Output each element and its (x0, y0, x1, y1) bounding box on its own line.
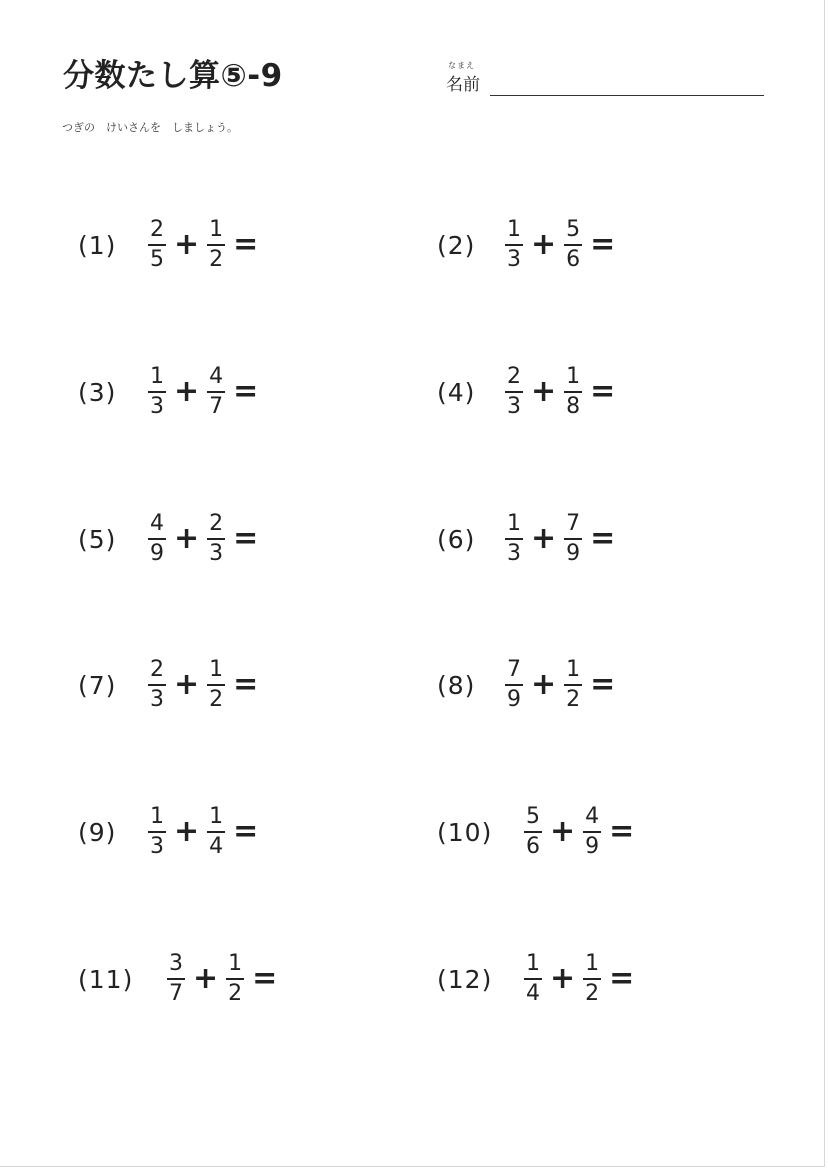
fraction-b (207, 659, 225, 711)
denominator: 3 (507, 394, 521, 419)
equals-sign: = (609, 814, 635, 849)
denominator: 3 (150, 394, 164, 419)
numerator: 4 (209, 364, 224, 389)
problem-11 (78, 949, 277, 1009)
fraction-bar (524, 831, 542, 833)
problem-number: (6) (437, 524, 476, 554)
denominator: 9 (585, 834, 600, 859)
fraction-a (148, 806, 166, 858)
plus-sign: + (550, 961, 576, 996)
fraction-bar (505, 684, 523, 686)
denominator: 2 (228, 981, 243, 1006)
fraction-a (524, 806, 542, 858)
problem-1 (78, 215, 258, 275)
numerator: 7 (507, 657, 521, 682)
fraction-bar (564, 684, 582, 686)
fraction-bar (564, 538, 582, 540)
fraction-b (207, 366, 225, 418)
problem-6 (437, 509, 615, 569)
fraction-a (148, 366, 166, 418)
problem-number: (12) (437, 964, 493, 994)
fraction-bar (148, 391, 166, 393)
name-ruby: なまえ (448, 61, 475, 70)
problem-number: (11) (78, 964, 134, 994)
denominator: 8 (566, 394, 581, 419)
fraction-bar (583, 978, 601, 980)
numerator: 1 (209, 657, 224, 682)
numerator: 1 (228, 951, 243, 976)
fraction-bar (207, 391, 225, 393)
fraction-bar (148, 538, 166, 540)
problem-4 (437, 362, 615, 422)
fraction-bar (207, 244, 225, 246)
plus-sign: + (531, 227, 557, 262)
equals-sign: = (590, 374, 616, 409)
denominator: 6 (566, 247, 581, 272)
denominator: 4 (526, 981, 540, 1006)
fraction-bar (505, 538, 523, 540)
fraction-b (564, 513, 582, 565)
problem-number: (1) (78, 230, 117, 260)
fraction-b (207, 219, 225, 271)
numerator: 5 (566, 217, 581, 242)
fraction-bar (564, 391, 582, 393)
numerator: 1 (566, 657, 581, 682)
fraction-a (167, 953, 185, 1005)
fraction-a (148, 219, 166, 271)
fraction-a (148, 659, 166, 711)
fraction-bar (148, 244, 166, 246)
fraction-b (583, 953, 601, 1005)
problem-number: (2) (437, 230, 476, 260)
numerator: 4 (585, 804, 600, 829)
problem-3 (78, 362, 258, 422)
fraction-bar (148, 831, 166, 833)
plus-sign: + (531, 374, 557, 409)
equals-sign: = (233, 374, 259, 409)
numerator: 1 (507, 511, 521, 536)
fraction-b (207, 513, 225, 565)
denominator: 5 (150, 247, 164, 272)
problem-12 (437, 949, 634, 1009)
numerator: 2 (150, 217, 164, 242)
plus-sign: + (550, 814, 576, 849)
plus-sign: + (531, 521, 557, 556)
problem-number: (5) (78, 524, 117, 554)
numerator: 1 (526, 951, 540, 976)
fraction-bar (583, 831, 601, 833)
fraction-a (505, 659, 523, 711)
denominator: 2 (566, 687, 581, 712)
denominator: 3 (209, 541, 224, 566)
denominator: 3 (507, 247, 521, 272)
problem-number: (8) (437, 670, 476, 700)
equals-sign: = (252, 961, 278, 996)
numerator: 1 (507, 217, 521, 242)
fraction-b (583, 806, 601, 858)
fraction-a (148, 513, 166, 565)
numerator: 4 (150, 511, 164, 536)
numerator: 1 (566, 364, 581, 389)
problem-8 (437, 655, 615, 715)
fraction-bar (564, 244, 582, 246)
plus-sign: + (174, 814, 200, 849)
equals-sign: = (590, 227, 616, 262)
equals-sign: = (233, 667, 259, 702)
fraction-bar (226, 978, 244, 980)
fraction-b (564, 219, 582, 271)
fraction-bar (148, 684, 166, 686)
fraction-a (505, 219, 523, 271)
denominator: 7 (169, 981, 183, 1006)
plus-sign: + (174, 374, 200, 409)
numerator: 1 (150, 804, 164, 829)
numerator: 3 (169, 951, 183, 976)
fraction-bar (524, 978, 542, 980)
equals-sign: = (609, 961, 635, 996)
fraction-b (207, 806, 225, 858)
equals-sign: = (233, 814, 259, 849)
numerator: 2 (209, 511, 224, 536)
plus-sign: + (174, 521, 200, 556)
fraction-a (505, 366, 523, 418)
fraction-bar (207, 538, 225, 540)
fraction-bar (167, 978, 185, 980)
numerator: 5 (526, 804, 540, 829)
fraction-a (524, 953, 542, 1005)
denominator: 2 (585, 981, 600, 1006)
denominator: 9 (566, 541, 581, 566)
numerator: 2 (507, 364, 521, 389)
problem-2 (437, 215, 615, 275)
denominator: 6 (526, 834, 540, 859)
problem-number: (3) (78, 377, 117, 407)
numerator: 1 (209, 804, 224, 829)
plus-sign: + (193, 961, 219, 996)
problem-number: (4) (437, 377, 476, 407)
denominator: 9 (507, 687, 521, 712)
plus-sign: + (174, 667, 200, 702)
fraction-bar (207, 831, 225, 833)
fraction-bar (207, 684, 225, 686)
problem-10 (437, 802, 634, 862)
numerator: 7 (566, 511, 581, 536)
problem-5 (78, 509, 258, 569)
denominator: 9 (150, 541, 164, 566)
fraction-b (564, 366, 582, 418)
equals-sign: = (233, 227, 259, 262)
instruction-text: つぎの けいさんを しましょう。 (62, 121, 238, 134)
denominator: 3 (507, 541, 521, 566)
numerator: 2 (150, 657, 164, 682)
equals-sign: = (590, 521, 616, 556)
fraction-b (226, 953, 244, 1005)
numerator: 1 (150, 364, 164, 389)
worksheet-title: 分数たし算⑤-9 (63, 58, 283, 94)
denominator: 7 (209, 394, 224, 419)
problem-number: (7) (78, 670, 117, 700)
denominator: 2 (209, 247, 224, 272)
denominator: 4 (209, 834, 224, 859)
denominator: 3 (150, 834, 164, 859)
equals-sign: = (233, 521, 259, 556)
problem-number: (10) (437, 817, 493, 847)
fraction-a (505, 513, 523, 565)
problem-number: (9) (78, 817, 117, 847)
denominator: 2 (209, 687, 224, 712)
name-label: 名前 (446, 75, 480, 95)
problem-7 (78, 655, 258, 715)
numerator: 1 (585, 951, 600, 976)
fraction-bar (505, 391, 523, 393)
numerator: 1 (209, 217, 224, 242)
fraction-bar (505, 244, 523, 246)
equals-sign: = (590, 667, 616, 702)
plus-sign: + (531, 667, 557, 702)
problem-9 (78, 802, 258, 862)
plus-sign: + (174, 227, 200, 262)
fraction-b (564, 659, 582, 711)
name-write-line (490, 95, 764, 96)
denominator: 3 (150, 687, 164, 712)
